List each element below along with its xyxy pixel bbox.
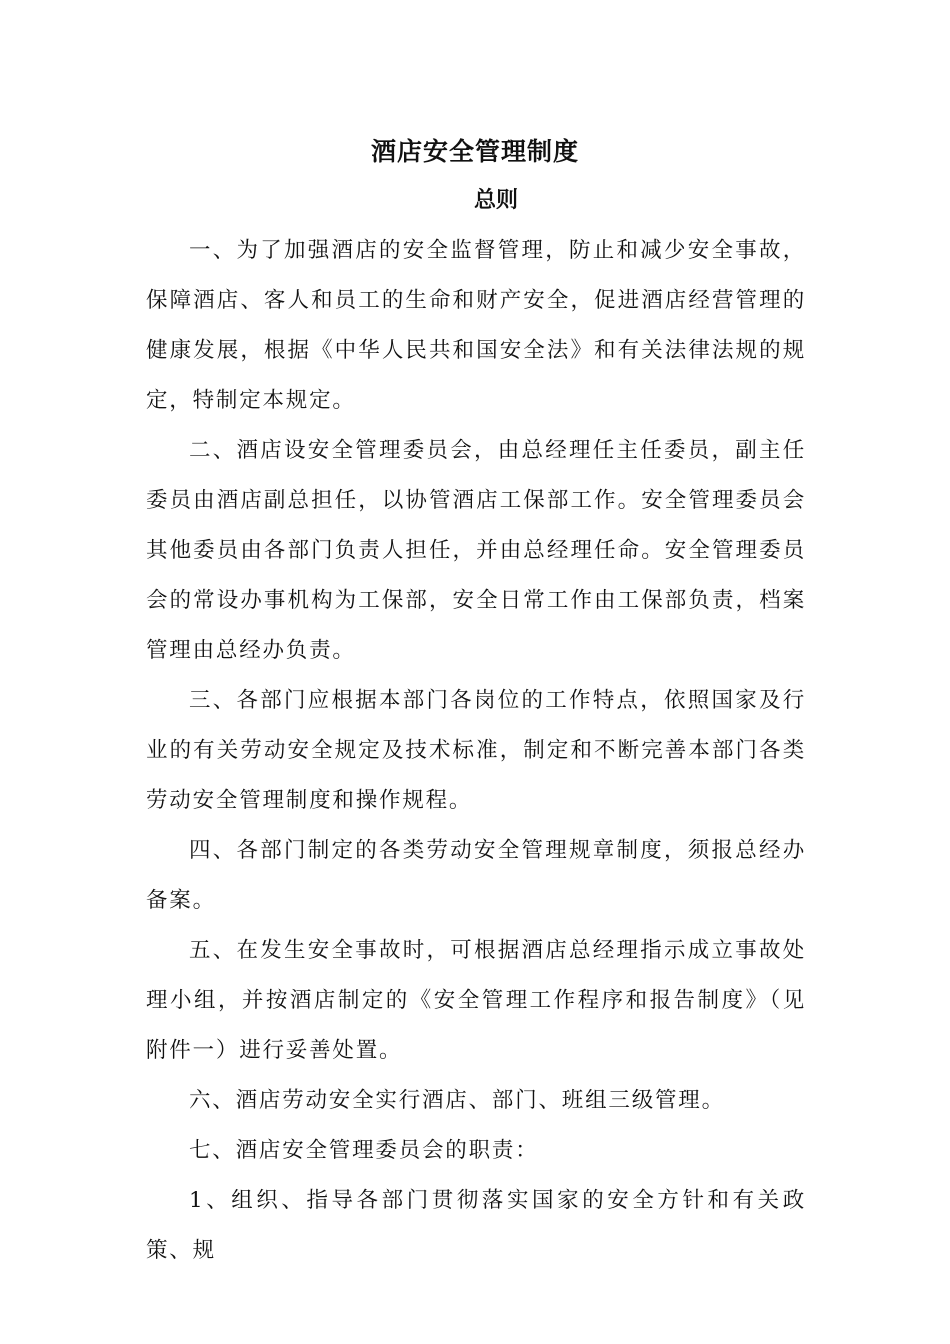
paragraph-7: 七、酒店安全管理委员会的职责： bbox=[189, 1138, 539, 1163]
section-heading: 总则 bbox=[473, 187, 518, 213]
paragraph-2: 二、酒店设安全管理委员会，由总经理任主任委员，副主任委员由酒店副总担任，以协管酒店工保部工作。安全管理委员会其他委员由各部门负责人担任，并由总经理任命。安全管理委员会的常设办事机构为工保部，安全日常工作由工保部负责，档案管理由总经办负责。 bbox=[146, 438, 806, 663]
paragraph-6: 六、酒店劳动安全实行酒店、部门、班组三级管理。 bbox=[189, 1088, 725, 1113]
paragraph-8: 1、组织、指导各部门贯彻落实国家的安全方针和有关政策、规 bbox=[146, 1188, 806, 1263]
document-title: 酒店安全管理制度 bbox=[370, 137, 579, 166]
paragraph-1: 一、为了加强酒店的安全监督管理，防止和减少安全事故，保障酒店、客人和员工的生命和财产安全，促进酒店经营管理的健康发展，根据《中华人民共和国安全法》和有关法律法规的规定，特制定本规定。 bbox=[146, 238, 806, 413]
paragraph-4: 四、各部门制定的各类劳动安全管理规章制度，须报总经办备案。 bbox=[146, 838, 806, 913]
paragraph-5: 五、在发生安全事故时，可根据酒店总经理指示成立事故处理小组，并按酒店制定的《安全管理工作程序和报告制度》（见附件一）进行妥善处置。 bbox=[146, 938, 806, 1063]
paragraph-3: 三、各部门应根据本部门各岗位的工作特点，依照国家及行业的有关劳动安全规定及技术标准，制定和不断完善本部门各类劳动安全管理制度和操作规程。 bbox=[146, 688, 806, 813]
document-body bbox=[146, 226, 806, 1276]
